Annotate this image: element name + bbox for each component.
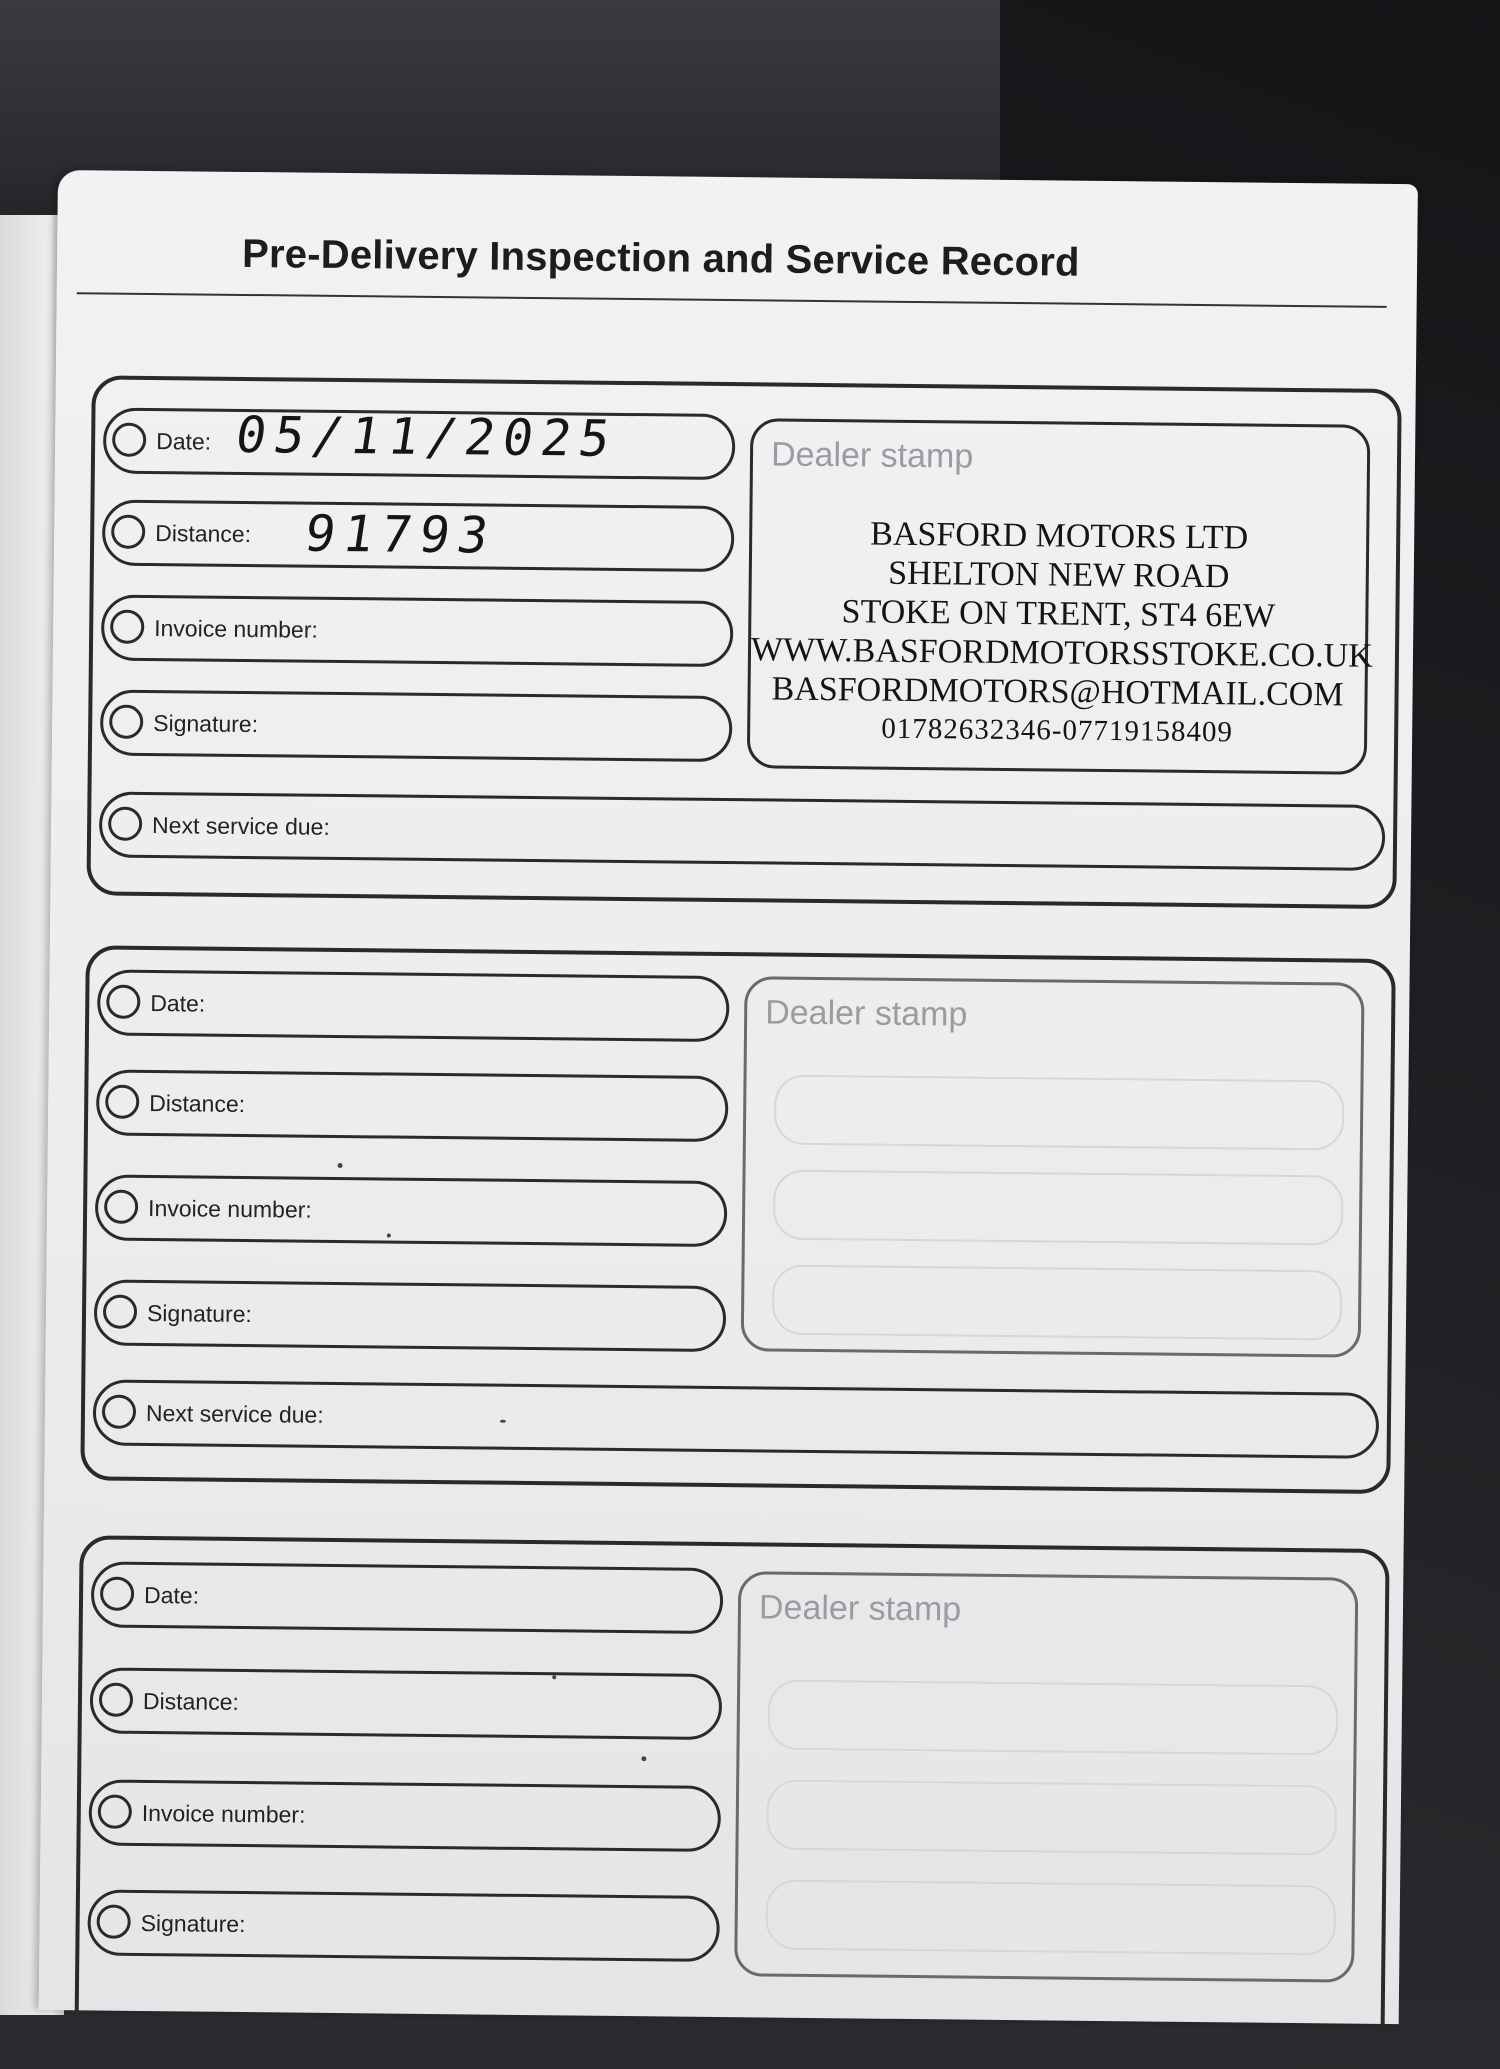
stamp-line-website: WWW.BASFORDMOTORSSTOKE.CO.UK bbox=[750, 631, 1374, 675]
service-record-1 bbox=[86, 375, 1401, 909]
date-field-3[interactable] bbox=[91, 1561, 724, 1634]
dealer-stamp-box-1 bbox=[747, 418, 1374, 774]
service-record-2 bbox=[80, 945, 1396, 1494]
page-title: Pre-Delivery Inspection and Service Record bbox=[241, 231, 1080, 285]
booklet-page bbox=[39, 170, 1418, 2024]
radio-icon[interactable] bbox=[100, 1577, 134, 1611]
signature-label: Signature: bbox=[140, 1909, 246, 1938]
stamp-ghost-row bbox=[766, 1780, 1337, 1856]
stamp-ghost-row bbox=[773, 1170, 1344, 1246]
signature-field-1[interactable] bbox=[100, 689, 733, 762]
radio-icon[interactable] bbox=[102, 1395, 136, 1429]
radio-icon[interactable] bbox=[96, 1905, 130, 1939]
stamp-line-company: BASFORD MOTORS LTD bbox=[870, 515, 1249, 557]
dealer-stamp-label: Dealer stamp bbox=[758, 1588, 962, 1629]
signature-label: Signature: bbox=[146, 1299, 253, 1328]
dealer-stamp-box-3 bbox=[734, 1571, 1358, 1982]
stamp-ghost-row bbox=[774, 1075, 1345, 1151]
dealer-stamp-box-2 bbox=[741, 976, 1365, 1357]
stamp-line-email: BASFORDMOTORS@HOTMAIL.COM bbox=[771, 670, 1344, 714]
date-field-2[interactable] bbox=[97, 969, 730, 1042]
next-service-label: Next service due: bbox=[152, 812, 330, 840]
dealer-stamp-label: Dealer stamp bbox=[765, 993, 968, 1034]
radio-icon[interactable] bbox=[103, 1295, 137, 1329]
next-service-field-1[interactable] bbox=[99, 791, 1386, 870]
ink-speck bbox=[641, 1756, 646, 1761]
distance-label: Distance: bbox=[142, 1687, 239, 1715]
stamp-ghost-row bbox=[765, 1880, 1336, 1956]
invoice-field-2[interactable] bbox=[95, 1174, 728, 1247]
stamp-ghost-row bbox=[767, 1680, 1338, 1756]
signature-field-2[interactable] bbox=[94, 1279, 727, 1352]
distance-label: Distance: bbox=[155, 520, 252, 548]
radio-icon[interactable] bbox=[109, 705, 143, 739]
radio-icon[interactable] bbox=[99, 1683, 133, 1717]
service-record-3 bbox=[74, 1535, 1389, 2069]
title-divider bbox=[77, 292, 1387, 308]
invoice-field-1[interactable] bbox=[101, 594, 734, 667]
signature-label: Signature: bbox=[153, 710, 259, 738]
radio-icon[interactable] bbox=[98, 1795, 132, 1829]
date-value: 05/11/2025 bbox=[231, 405, 622, 468]
radio-icon[interactable] bbox=[106, 985, 140, 1019]
signature-field-3[interactable] bbox=[87, 1889, 720, 1962]
distance-field-3[interactable] bbox=[90, 1667, 723, 1740]
ink-speck bbox=[500, 1420, 506, 1423]
distance-label: Distance: bbox=[149, 1090, 246, 1118]
date-label: Date: bbox=[143, 1581, 200, 1609]
radio-icon[interactable] bbox=[104, 1190, 138, 1224]
invoice-label: Invoice number: bbox=[141, 1799, 306, 1828]
radio-icon[interactable] bbox=[108, 807, 142, 841]
next-service-label: Next service due: bbox=[145, 1399, 324, 1428]
stamp-line-street: SHELTON NEW ROAD bbox=[887, 554, 1230, 596]
stamp-line-phone: 01782632346-07719158409 bbox=[881, 712, 1234, 749]
invoice-field-3[interactable] bbox=[88, 1779, 721, 1852]
date-field-1[interactable] bbox=[103, 407, 736, 480]
stamp-line-town: STOKE ON TRENT, ST4 6EW bbox=[841, 593, 1276, 635]
ink-speck bbox=[387, 1234, 391, 1238]
invoice-label: Invoice number: bbox=[147, 1195, 312, 1223]
ink-speck bbox=[552, 1675, 556, 1679]
invoice-label: Invoice number: bbox=[154, 615, 318, 643]
dealer-stamp-label: Dealer stamp bbox=[770, 435, 974, 476]
radio-icon[interactable] bbox=[105, 1085, 139, 1119]
ink-speck bbox=[338, 1163, 343, 1168]
next-service-field-2[interactable] bbox=[93, 1379, 1380, 1458]
radio-icon[interactable] bbox=[110, 610, 144, 644]
distance-value: 91793 bbox=[300, 504, 501, 565]
date-label: Date: bbox=[156, 428, 212, 455]
date-label: Date: bbox=[150, 990, 206, 1017]
dealer-stamp-imprint bbox=[750, 513, 1374, 753]
stamp-ghost-row bbox=[772, 1265, 1343, 1341]
radio-icon[interactable] bbox=[111, 515, 145, 549]
radio-icon[interactable] bbox=[112, 423, 146, 457]
distance-field-1[interactable] bbox=[102, 499, 735, 572]
distance-field-2[interactable] bbox=[96, 1069, 729, 1142]
